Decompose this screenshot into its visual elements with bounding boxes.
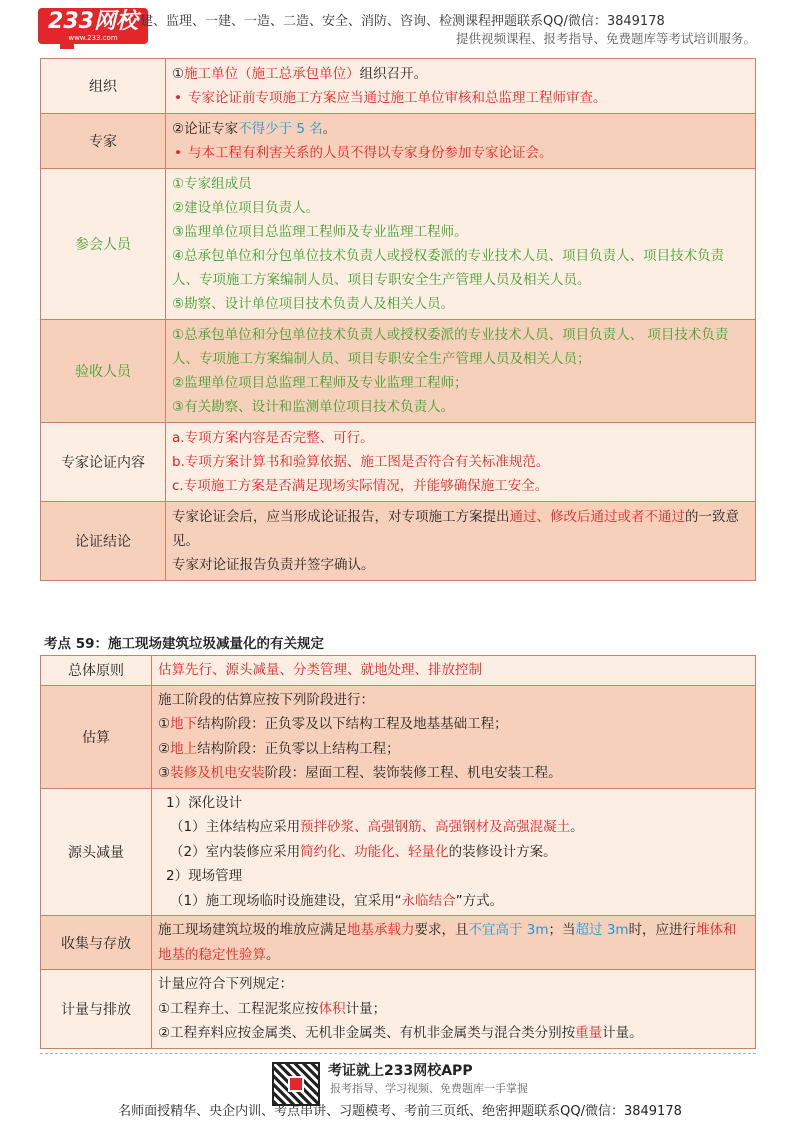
logo-url: www.233.com (68, 34, 118, 42)
row-value: ①施工单位（施工总承包单位）组织召开。 • 专家论证前专项施工方案应当通过施工单位审核和总监理工程师审查。 (166, 59, 756, 114)
footer-subtitle: 报考指导、学习视频、免费题库一手掌握 (330, 1082, 528, 1095)
row-key: 论证结论 (41, 502, 166, 581)
row-key: 组织 (41, 59, 166, 114)
row-storage (41, 916, 756, 970)
logo-text: 233网校 (48, 9, 138, 34)
row-value: ②论证专家不得少于 5 名。 • 与本工程有利害关系的人员不得以专家身份参加专家论证会。 (166, 114, 756, 169)
logo-accent (60, 44, 74, 49)
row-value: ①总承包单位和分包单位技术负责人或授权委派的专业技术人员、项目负责人、 项目技术负责人、专项施工方案编制人员、项目专职安全生产管理人员及相关人员； ②监理单位项目总监理工程师及专业监理工程师； ③有关勘察、设计和监测单位项目技术负责人。 (166, 320, 756, 423)
row-value: 计量应符合下列规定： ①工程弃土、工程泥浆应按体积计量； ②工程弃料应按金属类、无机非金属类、有机非金属类与混合类分别按重量计量。 (152, 970, 756, 1049)
row-key: 估算 (41, 685, 152, 788)
row-acceptance (41, 320, 756, 423)
row-key: 专家 (41, 114, 166, 169)
row-content (41, 423, 756, 502)
row-value: 施工阶段的估算应按下列阶段进行： ①地下结构阶段：正负零及以下结构工程及地基基础工程； ②地上结构阶段：正负零以上结构工程； ③装修及机电安装阶段：屋面工程、装饰装修工程、机电安装工程。 (152, 685, 756, 788)
row-value: 估算先行、源头减量、分类管理、就地处理、排放控制 (152, 656, 756, 686)
row-principle (41, 656, 756, 686)
row-value: 专家论证会后，应当形成论证报告，对专项施工方案提出通过、修改后通过或者不通过的一致意见。 专家对论证报告负责并签字确认。 (166, 502, 756, 581)
row-key: 计量与排放 (41, 970, 152, 1049)
row-key: 源头减量 (41, 788, 152, 916)
row-source-reduction (41, 788, 756, 916)
row-value: a.专项方案内容是否完整、可行。 b.专项方案计算书和验算依据、施工图是否符合有关标准规范。 c.专项施工方案是否满足现场实际情况，并能够确保施工安全。 (166, 423, 756, 502)
row-key: 验收人员 (41, 320, 166, 423)
header-line-1: 建、监理、一建、一造、二造、安全、消防、咨询、检测课程押题联系QQ/微信：3849178 (140, 14, 665, 29)
qr-logo-icon (288, 1076, 304, 1092)
row-attendees (41, 169, 756, 320)
row-key: 总体原则 (41, 656, 152, 686)
row-key: 参会人员 (41, 169, 166, 320)
row-key: 专家论证内容 (41, 423, 166, 502)
expert-review-table (40, 58, 756, 581)
row-conclusion (41, 502, 756, 581)
row-value: ①专家组成员 ②建设单位项目负责人。 ③监理单位项目总监理工程师及专业监理工程师。 ④总承包单位和分包单位技术负责人或授权委派的专业技术人员、项目负责人、项目技术负责人、专项施工方案编制人员、项目专职安全生产管理人员及相关人员。 ⑤勘察、设计单位项目技术负责人及相关人员。 (166, 169, 756, 320)
footer-divider (40, 1053, 756, 1054)
row-value: 1）深化设计 （1）主体结构应采用预拌砂浆、高强钢筋、高强钢材及高强混凝土。 （2）室内装修应采用简约化、功能化、轻量化的装修设计方案。 2）现场管理 （1）施工现场临时设施建设，宜采用“永临结合”方式。 (152, 788, 756, 916)
brand-logo[interactable] (38, 8, 148, 44)
waste-reduction-table (40, 655, 756, 1049)
row-metering (41, 970, 756, 1049)
row-value: 施工现场建筑垃圾的堆放应满足地基承载力要求，且不宜高于 3m；当超过 3m时，应进行堆体和地基的稳定性验算。 (152, 916, 756, 970)
row-estimate (41, 685, 756, 788)
row-experts (41, 114, 756, 169)
section-title: 考点 59：施工现场建筑垃圾减量化的有关规定 (44, 636, 324, 652)
footer-title: 考证就上233网校APP (328, 1063, 473, 1079)
header-line-2: 提供视频课程、报考指导、免费题库等考试培训服务。 (456, 31, 757, 46)
row-key: 收集与存放 (41, 916, 152, 970)
page-header (0, 0, 800, 56)
row-organize (41, 59, 756, 114)
footer-contact: 名师面授精华、央企内训、考点串讲、习题模考、考前三页纸、绝密押题联系QQ/微信：3849178 (118, 1104, 682, 1119)
